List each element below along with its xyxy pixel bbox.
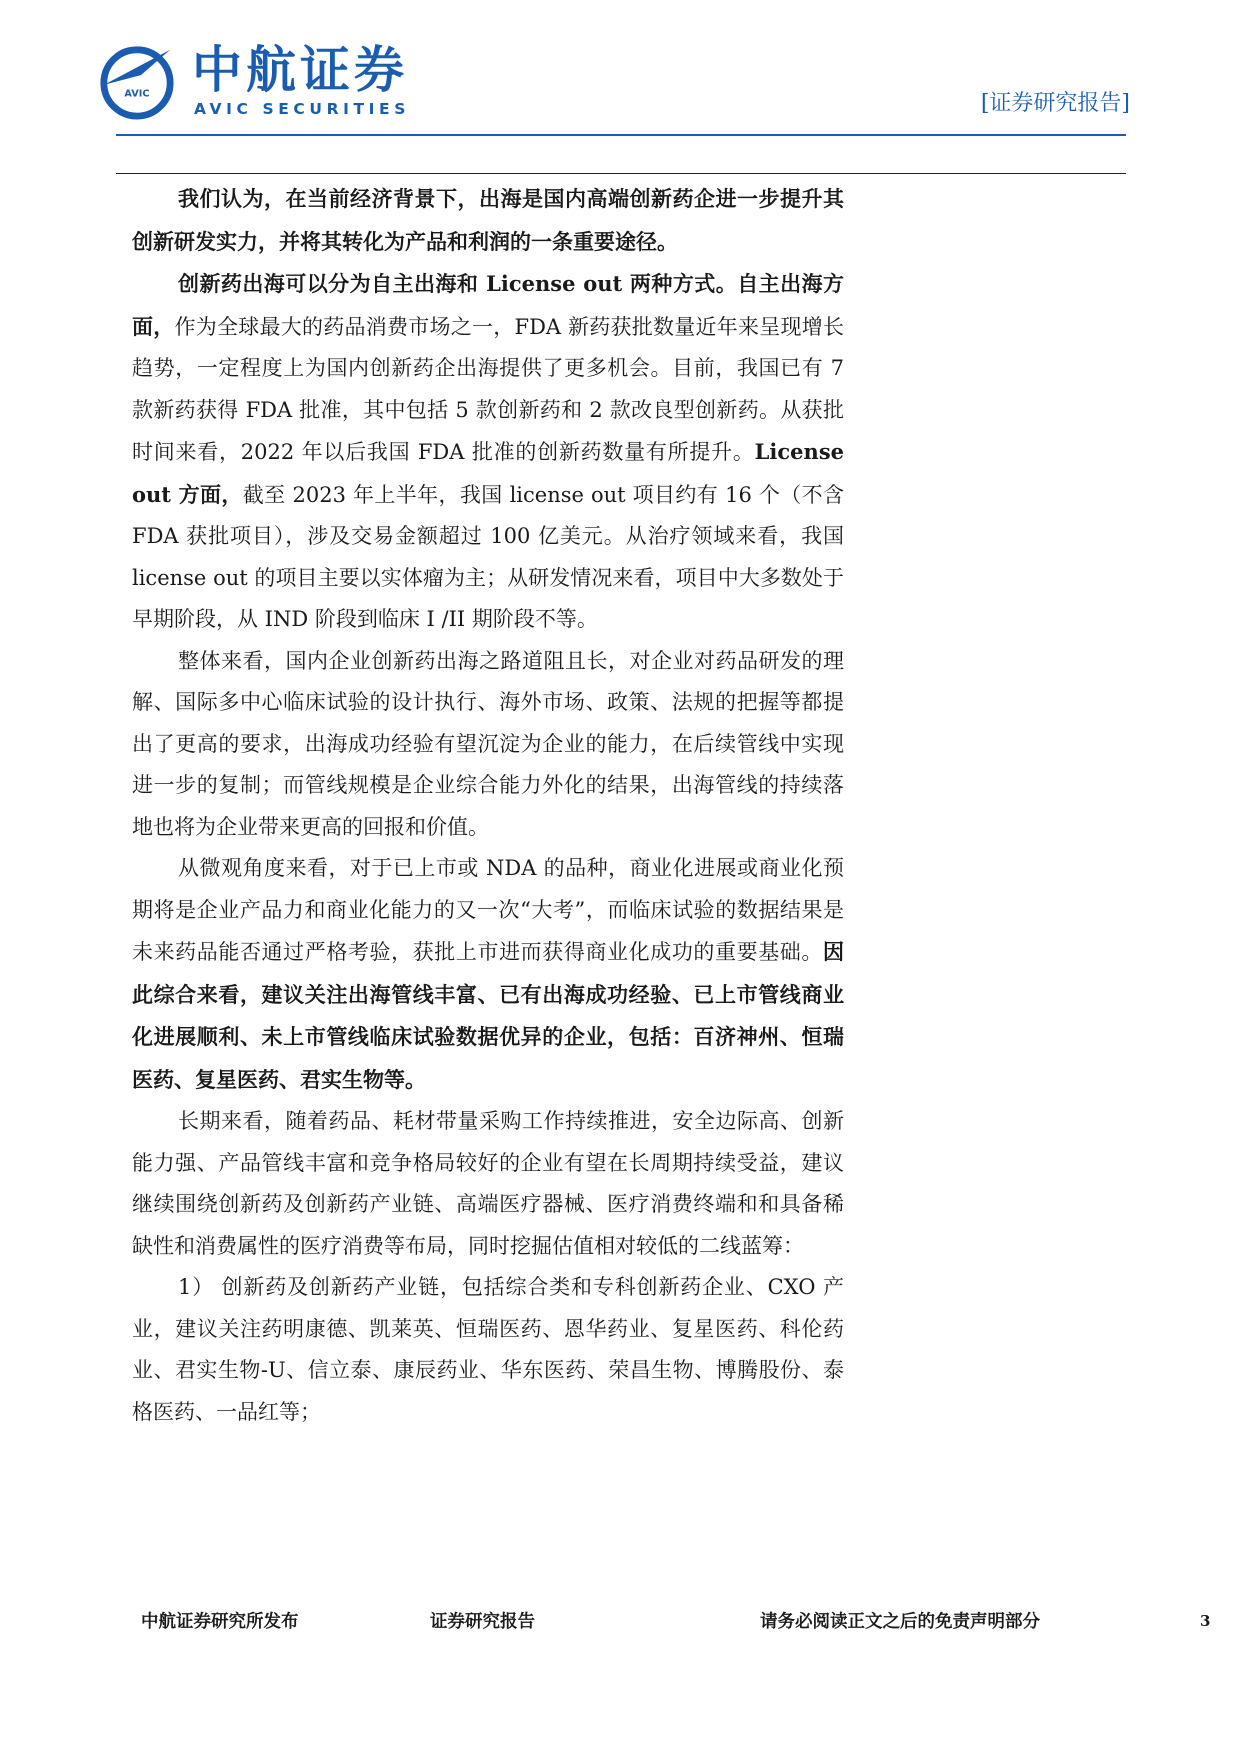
- page-header: [0, 0, 1240, 180]
- paragraph: [132, 848, 844, 1101]
- body-text: 截至 2023 年上半年，我国 license out 项目约有 16 个（不含 FDA 获批项目），涉及交易金额超过 100 亿美元。从治疗领域来看，我国 license out 的项目主要以实体瘤为主；从研发情况来看，项目中大多数处于早期阶段，从 IND 阶段到临床 I /II 期阶段不等。: [132, 482, 844, 631]
- body-text: 从微观角度来看，对于已上市或 NDA 的品种，商业化进展或商业化预期将是企业产品力和商业化能力的又一次“大考”，而临床试验的数据结果是未来药品能否通过严格考验，获批上市进而获得商业化成功的重要基础。: [132, 856, 844, 964]
- paragraph: [132, 263, 844, 641]
- footer-publisher: 中航证券研究所发布: [141, 1612, 299, 1632]
- report-body: [132, 178, 844, 1433]
- footer-disclaimer: 请务必阅读正文之后的免责声明部分: [760, 1612, 1040, 1632]
- paragraph: [132, 641, 844, 849]
- page-footer: [0, 1608, 1240, 1648]
- body-text: 长期来看，随着药品、耗材带量采购工作持续推进，安全边际高、创新能力强、产品管线丰富和竞争格局较好的企业有望在长周期持续受益，建议继续围绕创新药及创新药产业链、高端医疗器械、医疗消费终端和和具备稀缺性和消费属性的医疗消费等布局，同时挖掘估值相对较低的二线蓝筹：: [132, 1109, 844, 1258]
- footer-report-label: 证券研究报告: [430, 1612, 535, 1632]
- bold-text: 因此综合来看，建议关注出海管线丰富、已有出海成功经验、已上市管线商业化进展顺利、未上市管线临床试验数据优异的企业，包括：百济神州、恒瑞医药、复星医药、君实生物等。: [132, 939, 844, 1092]
- bold-text: 创新药出海可以分为自主出海和 License out 两种方式。自主出海方面，: [132, 271, 844, 339]
- header-divider-blue: [116, 134, 1126, 136]
- paragraph: [132, 1267, 844, 1433]
- header-divider: [116, 173, 1126, 174]
- brand-name-cn: 中航证券: [192, 41, 408, 99]
- body-text: 1） 创新药及创新药产业链，包括综合类和专科创新药企业、CXO 产业，建议关注药明康德、凯莱英、恒瑞医药、恩华药业、复星医药、科伦药业、君实生物-U、信立泰、康辰药业、华东医药、荣昌生物、博腾股份、泰格医药、一品红等；: [132, 1275, 844, 1424]
- logo-text: AVIC: [124, 88, 150, 100]
- body-text: 整体来看，国内企业创新药出海之路道阻且长，对企业对药品研发的理解、国际多中心临床试验的设计执行、海外市场、政策、法规的把握等都提出了更高的要求，出海成功经验有望沉淀为企业的能力，在后续管线中实现进一步的复制；而管线规模是企业综合能力外化的结果，出海管线的持续落地也将为企业带来更高的回报和价值。: [132, 648, 844, 839]
- report-type-label: [证券研究报告]: [980, 91, 1130, 116]
- avic-logo-icon: [98, 42, 176, 120]
- paragraph: [132, 178, 844, 263]
- bold-text: 我们认为，在当前经济背景下，出海是国内高端创新药企进一步提升其创新研发实力，并将其转化为产品和利润的一条重要途径。: [132, 186, 844, 254]
- bold-text: License out 方面，: [132, 439, 844, 507]
- body-text: 作为全球最大的药品消费市场之一，FDA 新药获批数量近年来呈现增长趋势，一定程度上为国内创新药企出海提供了更多机会。目前，我国已有 7 款新药获得 FDA 批准，其中包括 5 款创新药和 2 款改良型创新药。从获批时间来看，2022 年以后我国 FDA 批准的创新药数量有所提升。: [132, 314, 844, 464]
- paragraph: [132, 1101, 844, 1267]
- page-number: 3: [1200, 1612, 1211, 1630]
- brand-name-en: AVIC SECURITIES: [194, 100, 410, 118]
